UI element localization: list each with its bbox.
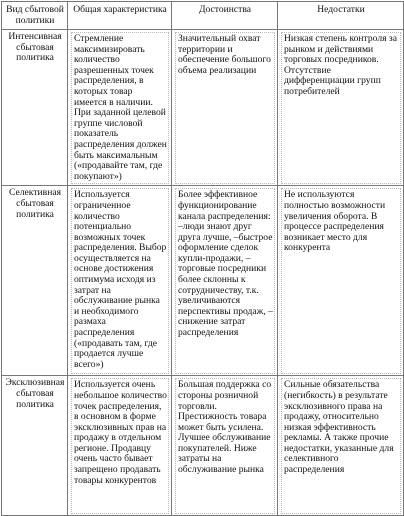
row-characteristic <box>68 376 172 516</box>
table-row <box>2 186 404 376</box>
text-frame: Более эффективное функционирование канала распределения: –люди знают друг друга лучше, –быстрое оформление сделок купли-продажи, –торговые посредники более склонны к сотрудничеству, т.к. увеличиваются перспективы продаж, –снижение затрат распределения <box>175 188 275 374</box>
header-characteristic: Общая характеристика <box>68 2 172 30</box>
text-frame: Не используются полностью возможности увеличения оборота. В процессе распределения возникает место для конкурента <box>281 188 401 374</box>
header-disadvantages: Недостатки <box>278 2 404 30</box>
table-row <box>2 376 404 516</box>
row-disadvantages <box>278 186 404 376</box>
table-row <box>2 30 404 186</box>
row-advantages <box>172 30 278 186</box>
row-type-selective: Селективная сбытовая политика <box>2 186 68 376</box>
row-disadvantages <box>278 30 404 186</box>
row-advantages <box>172 376 278 516</box>
row-characteristic <box>68 186 172 376</box>
text-frame: Используется ограниченное количество потенциально возможных точек распределения. Выбор осуществляется на основе достижения оптимума исходя из затрат на обслуживание рынка и необходимого размаха распределения («продавать там, где продается лучше всего») <box>71 188 169 374</box>
row-type-exclusive: Эксклюзивная сбытовая политика <box>2 376 68 516</box>
text-frame: Низкая степень контроля за рынком и действиями торговых посредников. Отсутствие дифференциации групп потребителей <box>281 32 401 184</box>
row-type-intensive: Интенсивная сбытовая политика <box>2 30 68 186</box>
table-header-row <box>2 2 404 30</box>
row-disadvantages <box>278 376 404 516</box>
text-frame: Значительный охват территории и обеспечение большого объема реализации <box>175 32 275 184</box>
header-advantages: Достоинства <box>172 2 278 30</box>
row-characteristic <box>68 30 172 186</box>
header-type: Вид сбытовой политики <box>2 2 68 30</box>
text-frame: Стремление максимизировать количество разрешенных точек распределения, в которых товар имеется в наличии. При заданной целевой группе числовой показатель распределения должен быть максимальным («продавайте там, где покупают») <box>71 32 169 184</box>
text-frame: Используется очень небольшое количество точек распределения, в основном в форме эксклюзивных прав на продажу в отдельном регионе. Продавцу очень часто бывает запрещено продавать товары конкурентов <box>71 378 169 514</box>
sales-policy-table <box>1 1 404 516</box>
text-frame: Большая поддержка со стороны розничной торговли. Престижность товара может быть усилена. Лучшее обслуживание покупателей. Ниже затраты на обслуживание рынка <box>175 378 275 514</box>
text-frame: Сильные обязательства (негибкость) в результате эксклюзивного права на продажу, относительно низкая эффективность рекламы. А также прочие недостатки, указанные для селективного распределения <box>281 378 401 514</box>
row-advantages <box>172 186 278 376</box>
